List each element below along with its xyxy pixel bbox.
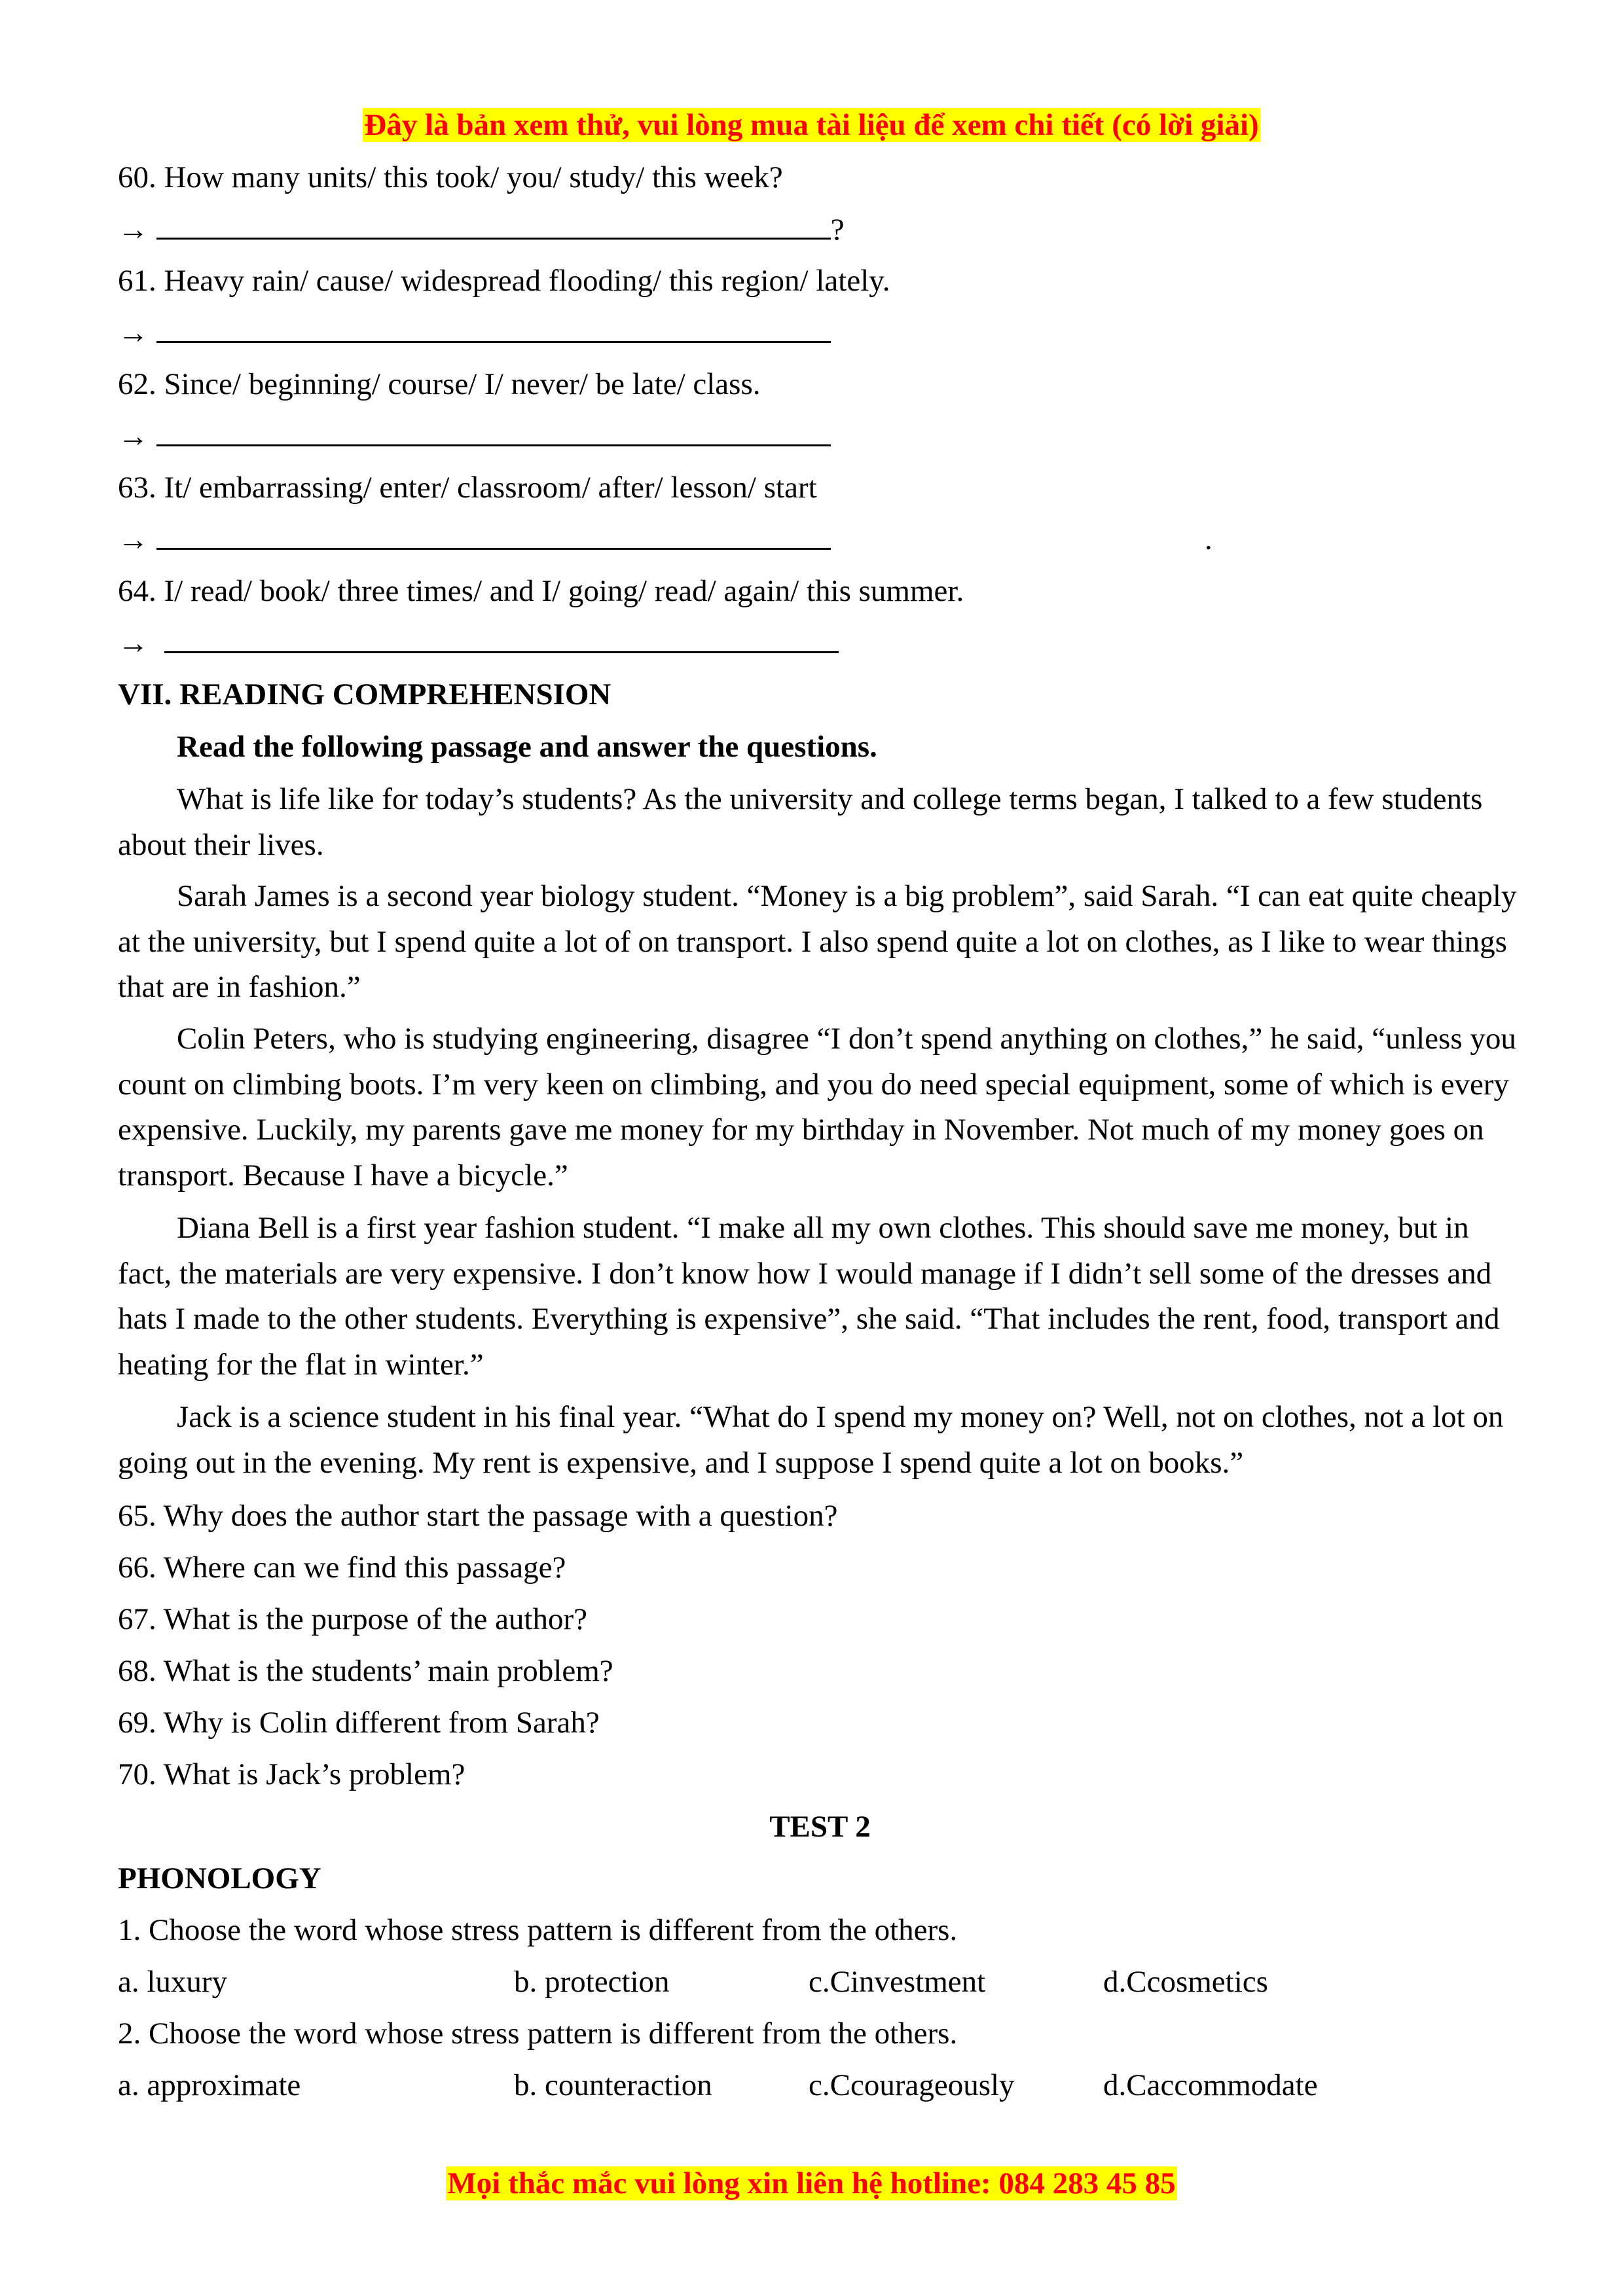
phonology-question-2: 2. Choose the word whose stress pattern is different from the others.	[118, 2017, 958, 2051]
arrow-icon: →	[118, 523, 149, 557]
preview-notice-text: Đây là bản xem thử, vui lòng mua tài liệu để xem chi tiết (có lời giải)	[364, 108, 1259, 142]
answer-end-mark: ?	[830, 213, 845, 247]
question-64: 64. I/ read/ book/ three times/ and I/ going/ read/ again/ this summer.	[118, 574, 964, 608]
answer-blank[interactable]	[156, 519, 831, 550]
passage-paragraph: What is life like for today’s students? As the university and college terms began, I talked to a few students about their lives.	[118, 782, 1483, 862]
passage-paragraph: Sarah James is a second year biology student. “Money is a big problem”, said Sarah. “I can eat quite cheaply at the university, but I spend quite a lot of on transport. I also spend quite a lot on clothes, as I like to wear things that are in fashion.”	[118, 879, 1517, 1004]
answer-line-63	[118, 519, 831, 560]
instruction: Read the following passage and answer the questions.	[177, 730, 877, 764]
preview-notice-banner	[0, 105, 1623, 145]
passage-paragraph: Diana Bell is a first year fashion student. “I make all my own clothes. This should save me money, but in fact, the materials are very expensive. I don’t know how I would manage if I didn’t sell some of the dresses and hats I made to the other students. Everything is expensive”, she said. “That includes the rent, food, transport and heating for the flat in winter.”	[118, 1211, 1500, 1382]
reading-question-68: 68. What is the students’ main problem?	[118, 1654, 613, 1688]
option-d[interactable]: d.Caccommodate	[1103, 2068, 1318, 2102]
reading-question-69: 69. Why is Colin different from Sarah?	[118, 1706, 600, 1740]
hotline-text: Mọi thắc mắc vui lòng xin liên hệ hotline: 084 283 45 85	[447, 2166, 1176, 2200]
arrow-icon: →	[118, 420, 149, 454]
option-b[interactable]: b. counteraction	[514, 2068, 712, 2102]
question-62: 62. Since/ beginning/ course/ I/ never/ be late/ class.	[118, 367, 761, 401]
option-c[interactable]: c.Ccourageously	[809, 2068, 1015, 2102]
option-a[interactable]: a. luxury	[118, 1965, 228, 1999]
passage-paragraph: Jack is a science student in his final year. “What do I spend my money on? Well, not on clothes, not a lot on going out in the evening. My rent is expensive, and I suppose I spend quite a lot on books.”	[118, 1400, 1504, 1480]
reading-question-70: 70. What is Jack’s problem?	[118, 1757, 465, 1791]
question-63: 63. It/ embarrassing/ enter/ classroom/ after/ lesson/ start	[118, 471, 817, 505]
section-title: VII. READING COMPREHENSION	[118, 677, 611, 711]
answer-line-60	[118, 209, 845, 250]
reading-question-65: 65. Why does the author start the passage with a question?	[118, 1499, 838, 1533]
answer-blank[interactable]	[156, 416, 831, 446]
answer-blank[interactable]	[164, 622, 839, 653]
phonology-title: PHONOLOGY	[118, 1861, 321, 1895]
answer-blank[interactable]	[156, 312, 831, 343]
arrow-icon: →	[118, 626, 149, 660]
answer-line-64	[118, 622, 839, 664]
reading-question-66: 66. Where can we find this passage?	[118, 1551, 566, 1585]
option-c[interactable]: c.Cinvestment	[809, 1965, 986, 1999]
phonology-question-1: 1. Choose the word whose stress pattern is different from the others.	[118, 1913, 958, 1947]
question-61: 61. Heavy rain/ cause/ widespread flooding/ this region/ lately.	[118, 264, 890, 298]
test-title: TEST 2	[769, 1810, 871, 1844]
reading-question-67: 67. What is the purpose of the author?	[118, 1602, 588, 1636]
question-60: 60. How many units/ this took/ you/ study/ this week?	[118, 160, 783, 194]
hotline-banner	[0, 2163, 1623, 2204]
arrow-icon: →	[118, 316, 149, 350]
option-d[interactable]: d.Ccosmetics	[1103, 1965, 1268, 1999]
answer-line-61	[118, 312, 831, 353]
option-a[interactable]: a. approximate	[118, 2068, 301, 2102]
arrow-icon: →	[118, 213, 149, 247]
answer-line-62	[118, 416, 831, 457]
answer-end-mark: .	[1205, 522, 1213, 556]
answer-blank[interactable]	[156, 209, 831, 240]
option-b[interactable]: b. protection	[514, 1965, 670, 1999]
passage-paragraph: Colin Peters, who is studying engineering, disagree “I don’t spend anything on clothes,” he said, “unless you count on climbing boots. I’m very keen on climbing, and you do need special equipment, some of which is every expensive. Luckily, my parents gave me money for my birthday in November. Not much of my money goes on transport. Because I have a bicycle.”	[118, 1022, 1516, 1193]
